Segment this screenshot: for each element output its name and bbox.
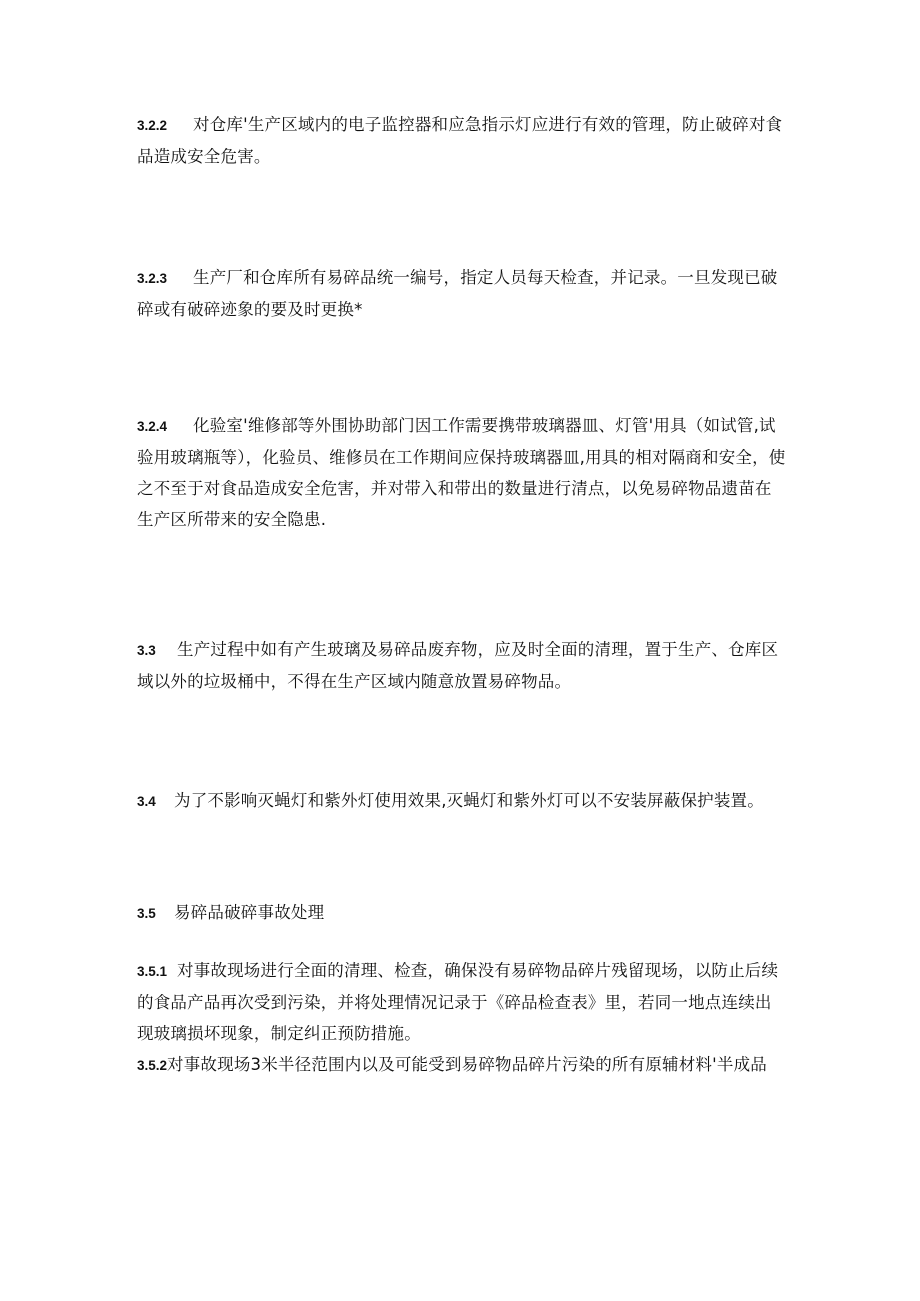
section-3-4 [137,785,787,817]
section-number: 3.5 [137,906,156,921]
section-text: 生产厂和仓库所有易碎品统一编号，指定人员每天检查，并记录。一旦发现已破碎或有破碎迹象的要及时更换* [137,268,778,319]
section-3-5-1 [137,955,787,1049]
section-number: 3.2.4 [137,419,168,434]
section-text: 对事故现场进行全面的清理、检查，确保没有易碎物品碎片残留现场，以防止后续的食品产品再次受到污染，并将处理情况记录于《碎品检查表》里，若同一地点连续出现玻璃损坏现象，制定纠正预防措施。 [137,961,779,1043]
section-number: 3.2.2 [137,118,168,133]
section-number: 3.5.2 [137,1058,168,1073]
section-heading-text: 易碎品破碎事故处理 [174,903,325,922]
section-text: 对事故现场3米半径范围内以及可能受到易碎物品碎片污染的所有原辅材料'半成品 [167,1055,767,1074]
section-3-2-2 [137,109,787,172]
section-text: 生产过程中如有产生玻璃及易碎品废弃物，应及时全面的清理，置于生产、仓库区域以外的垃圾桶中，不得在生产区域内随意放置易碎物品。 [137,640,779,691]
section-text: 为了不影响灭蝇灯和紫外灯使用效果,灭蝇灯和紫外灯可以不安装屏蔽保护装置。 [174,791,764,810]
section-3-3 [137,634,787,697]
section-text: 对仓库'生产区域内的电子监控器和应急指示灯应进行有效的管理，防止破碎对食品造成安全危害。 [137,115,783,166]
section-number: 3.3 [137,643,156,658]
section-3-5-2 [137,1049,787,1081]
section-3-5-heading [137,897,787,929]
section-text: 化验室'维修部等外围协助部门因工作需要携带玻璃器皿、灯管'用具（如试管,试验用玻璃瓶等），化验员、维修员在工作期间应保持玻璃器皿,用具的相对隔商和安全，使之不至于对食品造成安全危害，并对带入和带出的数量进行清点，以免易碎物品遗苗在生产区所带来的安全隐患. [137,416,786,529]
section-3-2-3 [137,262,787,325]
section-number: 3.5.1 [137,964,168,979]
section-3-2-4 [137,410,787,535]
section-number: 3.4 [137,794,156,809]
section-number: 3.2.3 [137,271,168,286]
